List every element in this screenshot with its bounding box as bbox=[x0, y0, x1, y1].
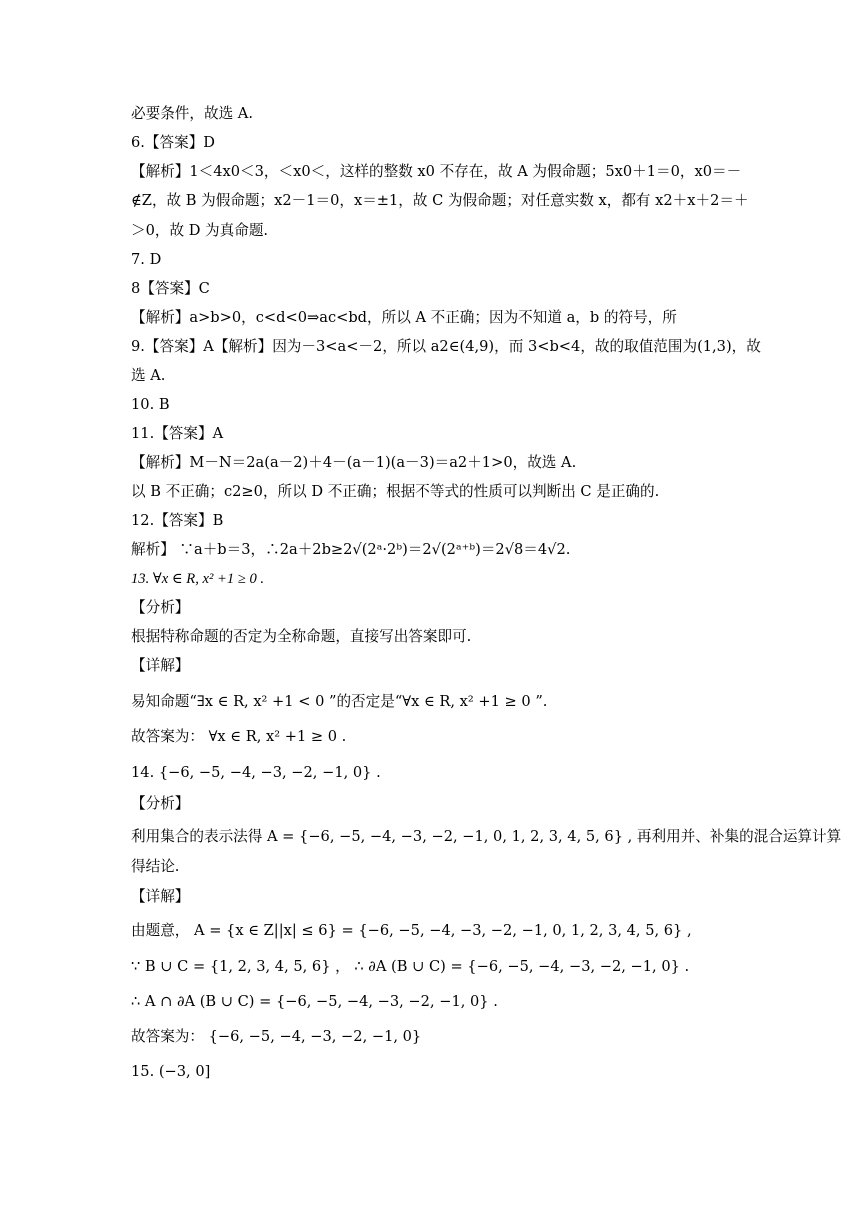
text-line-5: ＞0，故 D 为真命题. bbox=[131, 222, 269, 239]
text-line-24: 【分析】 bbox=[131, 795, 190, 812]
text-line-31: 故答案为： {−6, −5, −4, −3, −2, −1, 0} bbox=[131, 1028, 422, 1045]
text-line-25: 利用集合的表示法得 A = {−6, −5, −4, −3, −2, −1, 0, 1, 2, 3, 4, 5, 6} , 再利用并、补集的混合运算计算 bbox=[131, 828, 842, 845]
text-line-20: 【详解】 bbox=[131, 657, 190, 674]
text-line-15: 12.【答案】B bbox=[131, 512, 224, 529]
text-line-18: 【分析】 bbox=[131, 599, 190, 616]
text-line-17: 13. ∀x ∈ R, x² +1 ≥ 0 . bbox=[131, 571, 265, 587]
text-line-11: 10. B bbox=[131, 396, 170, 413]
text-line-19: 根据特称命题的否定为全称命题，直接写出答案即可. bbox=[131, 628, 472, 645]
text-line-4: ∉Z，故 B 为假命题；x2－1＝0，x＝±1，故 C 为假命题；对任意实数 x，都有 x2＋x＋2＝＋ bbox=[131, 192, 749, 209]
text-line-12: 11.【答案】A bbox=[131, 425, 224, 442]
text-line-10: 选 A. bbox=[131, 367, 166, 384]
text-line-8: 【解析】a>b>0，c<d<0⇒ac<bd，所以 A 不正确；因为不知道 a，b 的符号，所 bbox=[131, 309, 677, 326]
text-line-23: 14. {−6, −5, −4, −3, −2, −1, 0} . bbox=[131, 764, 381, 781]
text-line-6: 7. D bbox=[131, 251, 162, 268]
text-line-13: 【解析】M－N＝2a(a－2)＋4－(a－1)(a－3)＝a2＋1>0，故选 A. bbox=[131, 454, 577, 471]
text-line-27: 【详解】 bbox=[131, 888, 190, 905]
text-line-7: 8【答案】C bbox=[131, 280, 210, 297]
text-line-26: 得结论. bbox=[131, 858, 180, 875]
text-line-30: ∴ A ∩ ∂A (B ∪ C) = {−6, −5, −4, −3, −2, −1, 0} . bbox=[131, 993, 498, 1010]
text-line-9: 9.【答案】A【解析】因为－3<a<－2，所以 a2∈(4,9)，而 3<b<4，故的取值范围为(1,3)，故 bbox=[131, 338, 761, 355]
text-line-1: 必要条件，故选 A. bbox=[131, 105, 253, 122]
text-line-16: 解析】 ∵a＋b＝3，∴2a＋2b≥2√(2ᵃ·2ᵇ)＝2√(2ᵃ⁺ᵇ)＝2√8＝4√2. bbox=[131, 541, 571, 558]
text-line-28: 由题意， A = {x ∈ Z||x| ≤ 6} = {−6, −5, −4, −3, −2, −1, 0, 1, 2, 3, 4, 5, 6} , bbox=[131, 922, 692, 939]
text-line-29: ∵ B ∪ C = {1, 2, 3, 4, 5, 6} ， ∴ ∂A (B ∪ C) = {−6, −5, −4, −3, −2, −1, 0} . bbox=[131, 958, 690, 975]
text-line-14: 以 B 不正确；c2≥0，所以 D 不正确；根据不等式的性质可以判断出 C 是正确的. bbox=[131, 483, 660, 500]
text-line-3: 【解析】1＜4x0＜3，＜x0＜，这样的整数 x0 不存在，故 A 为假命题；5x0＋1＝0，x0＝－ bbox=[131, 163, 742, 180]
text-line-32: 15. (−3, 0] bbox=[131, 1063, 211, 1080]
text-line-2: 6.【答案】D bbox=[131, 134, 215, 151]
text-line-21: 易知命题“∃x ∈ R, x² +1 < 0 ”的否定是“∀x ∈ R, x² +1 ≥ 0 ”. bbox=[131, 693, 548, 710]
text-line-22: 故答案为： ∀x ∈ R, x² +1 ≥ 0 . bbox=[131, 728, 347, 745]
